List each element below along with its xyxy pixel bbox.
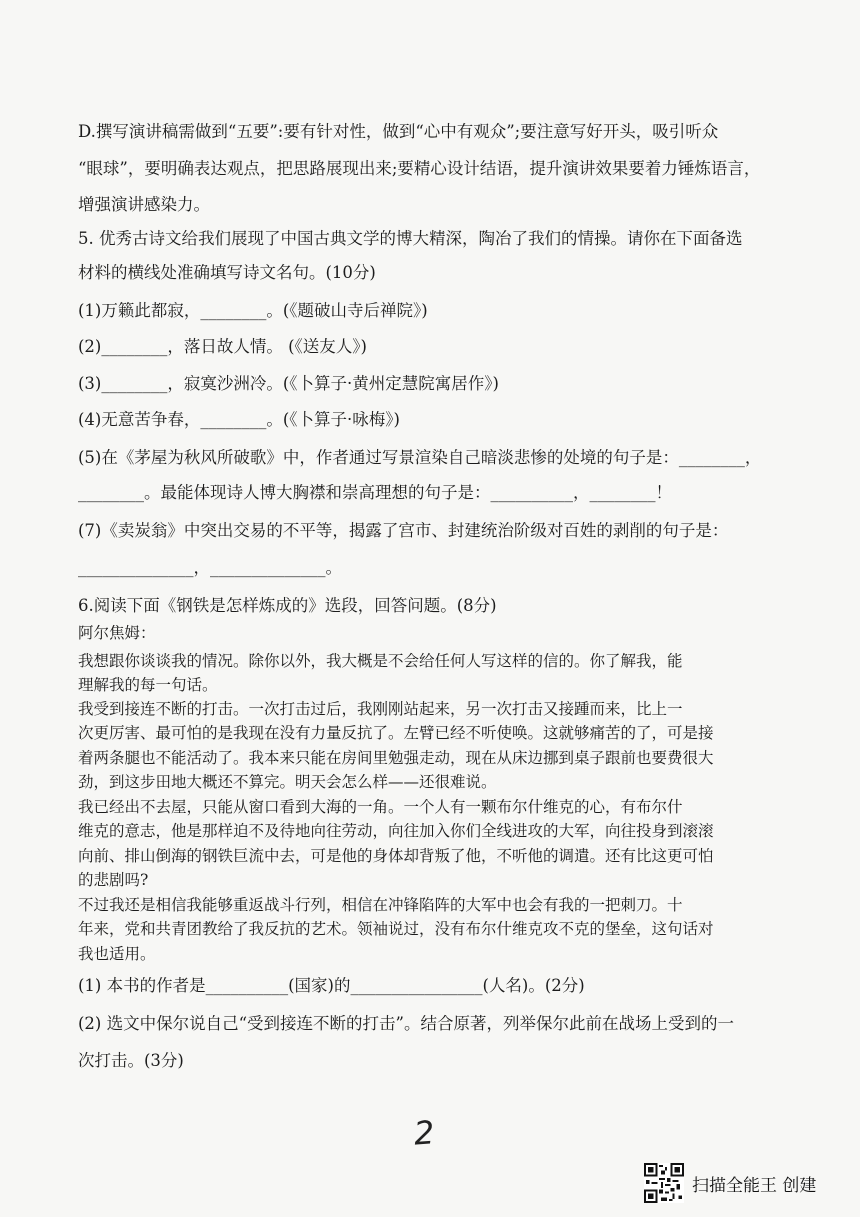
page-number: 2 <box>412 1113 436 1153</box>
question-5-item-1: (1)万籁此都寂，________。(《题破山寺后禅院》) <box>78 301 428 320</box>
qr-code-icon <box>644 1163 684 1203</box>
passage-line: 我已经出不去屋，只能从窗口看到大海的一角。一个人有一颗布尔什维克的心，有布尔什 <box>78 798 683 816</box>
question-5-item-7: (7)《卖炭翁》中突出交易的不平等，揭露了宫市、封建统治阶级对百姓的剥削的句子是： <box>78 521 729 540</box>
question-5-item-7-blanks: ______________，______________。 <box>78 558 342 577</box>
question-5-item-5-cont: ________。最能体现诗人博大胸襟和崇高理想的句子是：__________，________！ <box>78 483 672 502</box>
scanner-footer <box>644 1163 816 1203</box>
passage-salutation: 阿尔焦姆： <box>78 624 156 642</box>
question-5-title: 5. 优秀古诗文给我们展现了中国古典文学的博大精深，陶冶了我们的情操。请你在下面备选 <box>78 229 743 248</box>
question-5-item-2: (2)________，落日故人情。 (《送友人》) <box>78 337 367 356</box>
passage-line: 的悲剧吗? <box>78 871 149 889</box>
passage-line: 次更厉害、最可怕的是我现在没有力量反抗了。左臂已经不听使唤。这就够痛苦的了，可是接 <box>78 724 714 742</box>
question-6-item-2: (2) 选文中保尔说自己“受到接连不断的打击”。结合原著，列举保尔此前在战场上受到的一 <box>78 1014 734 1033</box>
passage-line: 向前、排山倒海的钢铁巨流中去，可是他的身体却背叛了他，不听他的调遣。还有比这更可怕 <box>78 847 714 865</box>
passage-line: 我想跟你谈谈我的情况。除你以外，我大概是不会给任何人写这样的信的。你了解我，能 <box>78 652 683 670</box>
text-line-d-1: D.撰写演讲稿需做到“五要”:要有针对性，做到“心中有观众”;要注意写好开头，吸引听众 <box>78 122 719 141</box>
passage-line: 我也适用。 <box>78 945 156 963</box>
question-5-item-4: (4)无意苦争春，________。(《卜算子·咏梅》) <box>78 410 400 429</box>
question-6-title: 6.阅读下面《钢铁是怎样炼成的》选段，回答问题。(8分) <box>78 596 497 615</box>
text-line-d-3: 增强演讲感染力。 <box>78 195 210 214</box>
passage-line: 年来，党和共青团教给了我反抗的艺术。领袖说过，没有布尔什维克攻不克的堡垒，这句话对 <box>78 920 714 938</box>
passage-line: 理解我的每一句话。 <box>78 676 218 694</box>
question-5-item-3: (3)________，寂寞沙洲冷。(《卜算子·黄州定慧院寓居作》) <box>78 374 499 393</box>
passage-line: 不过我还是相信我能够重返战斗行列，相信在冲锋陷阵的大军中也会有我的一把刺刀。十 <box>78 896 683 914</box>
passage-line: 维克的意志，他是那样迫不及待地向往劳动，向往加入你们全线进攻的大军，向往投身到滚滚 <box>78 822 714 840</box>
question-5-title-cont: 材料的横线处准确填写诗文名句。(10分) <box>78 263 376 282</box>
passage-line: 我受到接连不断的打击。一次打击过后，我刚刚站起来，另一次打击又接踵而来，比上一 <box>78 700 683 718</box>
passage-line: 劲，到这步田地大概还不算完。明天会怎么样——还很难说。 <box>78 773 497 791</box>
passage-line: 着两条腿也不能活动了。我本来只能在房间里勉强走动，现在从床边挪到桌子跟前也要费很大 <box>78 749 714 767</box>
text-line-d-2: “眼球”，要明确表达观点，把思路展现出来;要精心设计结语，提升演讲效果要着力锤炼语言， <box>78 159 761 178</box>
question-6-item-2-cont: 次打击。(3分) <box>78 1051 184 1070</box>
scanner-footer-text: 扫描全能王 创建 <box>692 1175 817 1196</box>
question-6-item-1: (1) 本书的作者是__________(国家)的________________(人名)。(2分) <box>78 976 585 995</box>
question-5-item-5: (5)在《茅屋为秋风所破歌》中，作者通过写景渲染自己暗淡悲惨的处境的句子是：________， <box>78 448 762 467</box>
